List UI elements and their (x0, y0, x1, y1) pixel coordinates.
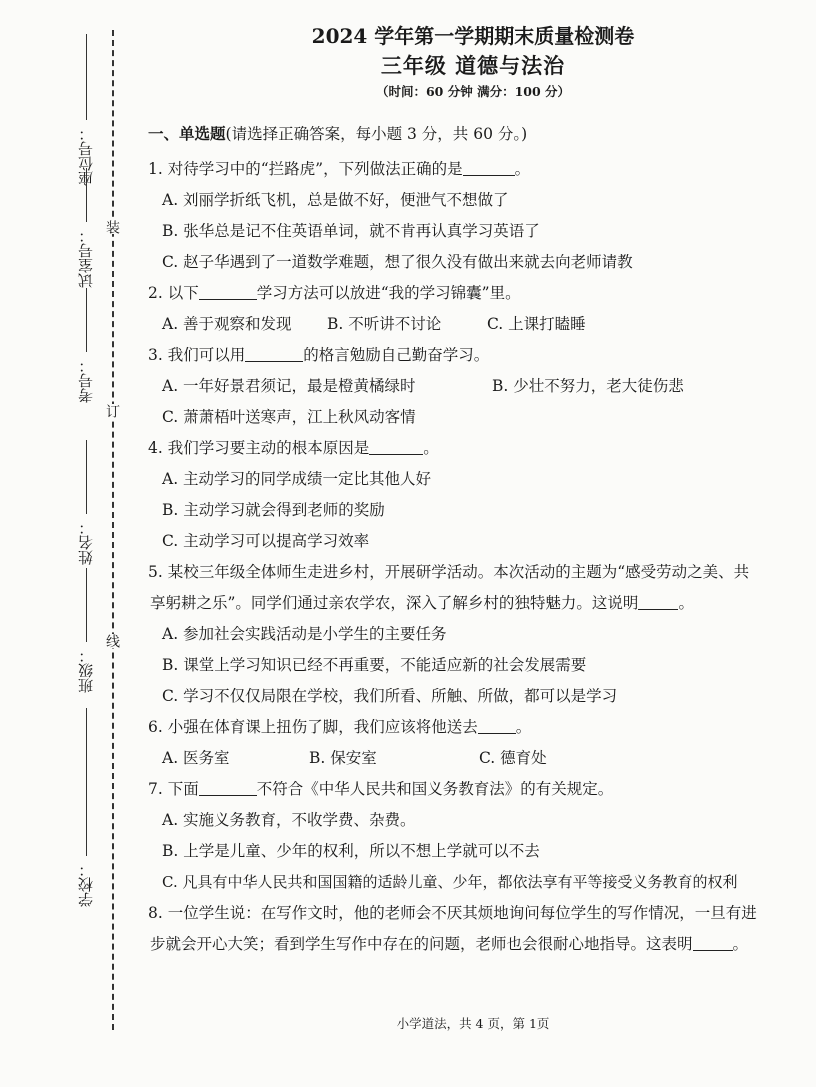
question-2 (148, 278, 812, 340)
exam-meta: （时间：60 分钟 满分：100 分） (375, 84, 571, 99)
option-a[interactable]: A. 实施义务教育，不收学费、杂费。 (162, 811, 416, 829)
question-6 (148, 712, 812, 774)
exam-number-label: 考号： (77, 358, 95, 403)
option-b[interactable]: B. 张华总是记不住英语单词，就不肯再认真学习英语了 (162, 222, 540, 240)
section-heading (148, 122, 812, 146)
option-b[interactable]: B. 上学是儿童、少年的权利，所以不想上学就可以不去 (162, 842, 540, 860)
question-stem: 4. 我们学习要主动的根本原因是 。 (148, 433, 812, 464)
option-c[interactable]: C. 凡具有中华人民共和国国籍的适龄儿童、少年，都依法享有平等接受义务教育的权利 (162, 873, 738, 891)
room-number-line (86, 168, 87, 222)
question-stem-line-2: 步就会开心大笑；看到学生写作中存在的问题，老师也会很耐心地指导。这表明 。 (150, 929, 812, 960)
class-line (86, 568, 87, 642)
question-4 (148, 433, 812, 557)
option-a[interactable]: A. 医务室 (162, 749, 230, 767)
class-field[interactable] (76, 568, 96, 693)
question-1 (148, 154, 812, 278)
answer-blank[interactable] (693, 932, 733, 951)
option-a[interactable]: A. 刘丽学折纸飞机，总是做不好，便泄气不想做了 (162, 191, 509, 209)
question-3 (148, 340, 812, 433)
name-line (86, 440, 87, 514)
option-c[interactable]: C. 德育处 (479, 749, 547, 767)
option-a[interactable]: A. 一年好景君须记，最是橙黄橘绿时 (162, 377, 416, 395)
answer-blank[interactable] (478, 715, 516, 734)
exam-title: 2024 学年第一学期期末质量检测卷 (311, 24, 635, 48)
room-number-label: 试室号： (77, 228, 95, 288)
question-stem: 2. 以下 学习方法可以放进“我的学习锦囊”里。 (148, 278, 812, 309)
question-5 (148, 557, 812, 712)
answer-blank[interactable] (638, 591, 678, 610)
question-stem-line-1: 5. 某校三年级全体师生走进乡村，开展研学活动。本次活动的主题为“感受劳动之美、共 (148, 563, 750, 581)
option-b[interactable]: B. 主动学习就会得到老师的奖励 (162, 501, 385, 519)
exam-subtitle: 三年级 道德与法治 (380, 53, 566, 78)
cut-mark-ding: 订 (104, 404, 120, 418)
room-number-field[interactable] (76, 168, 96, 288)
option-c[interactable]: C. 赵子华遇到了一道数学难题，想了很久没有做出来就去向老师请教 (162, 253, 633, 271)
option-a[interactable]: A. 主动学习的同学成绩一定比其他人好 (162, 470, 432, 488)
class-label: 班级： (77, 648, 95, 693)
options-row (148, 371, 812, 402)
answer-blank[interactable] (199, 281, 257, 300)
options-row (148, 309, 812, 340)
question-stem: 6. 小强在体育课上扭伤了脚，我们应该将他送去 。 (148, 712, 812, 743)
option-b[interactable]: B. 保安室 (309, 749, 377, 767)
section-instruction: (请选择正确答案，每小题 3 分，共 60 分。) (225, 125, 528, 143)
answer-blank[interactable] (463, 157, 515, 176)
option-b[interactable]: B. 课堂上学习知识已经不再重要，不能适应新的社会发展需要 (162, 656, 587, 674)
seat-number-line (86, 34, 87, 120)
option-a[interactable]: A. 善于观察和发现 (162, 315, 292, 333)
question-7 (148, 774, 812, 898)
option-b[interactable]: B. 不听讲不讨论 (327, 315, 442, 333)
answer-blank[interactable] (369, 436, 423, 455)
question-stem: 1. 对待学习中的“拦路虎”，下列做法正确的是 。 (148, 154, 812, 185)
answer-blank[interactable] (245, 343, 303, 362)
school-label: 学校： (77, 862, 95, 907)
school-field[interactable] (76, 708, 96, 907)
question-stem: 7. 下面 不符合《中华人民共和国义务教育法》的有关规定。 (148, 774, 812, 805)
name-label: 姓名： (77, 520, 95, 565)
binding-dashed-line (112, 30, 114, 1030)
section-title: 一、单选题 (148, 124, 226, 143)
exam-number-field[interactable] (76, 288, 96, 403)
option-c[interactable]: C. 主动学习可以提高学习效率 (162, 532, 370, 550)
cut-mark-zhuang: 装 (104, 220, 120, 234)
answer-blank[interactable] (199, 777, 257, 796)
seat-number-label: 座位号： (77, 126, 95, 186)
question-area (148, 122, 812, 960)
binding-margin (0, 0, 130, 1087)
option-c[interactable]: C. 上课打瞌睡 (487, 315, 586, 333)
option-c[interactable]: C. 萧萧梧叶送寒声，江上秋风动客情 (162, 408, 416, 426)
name-field[interactable] (76, 440, 96, 565)
question-stem-line-2: 享躬耕之乐”。同学们通过亲农学农，深入了解乡村的独特魅力。这说明 。 (150, 588, 812, 619)
school-line (86, 708, 87, 856)
question-stem: 3. 我们可以用 的格言勉励自己勤奋学习。 (148, 340, 812, 371)
seat-number-field[interactable] (76, 34, 96, 186)
exam-number-line (86, 288, 87, 352)
question-8 (148, 898, 812, 960)
options-row (148, 743, 812, 774)
page-footer: 小学道法，共 4 页，第 1页 (396, 1016, 550, 1031)
cut-mark-xian: 线 (104, 634, 120, 648)
option-a[interactable]: A. 参加社会实践活动是小学生的主要任务 (162, 625, 447, 643)
option-b[interactable]: B. 少壮不努力，老大徒伤悲 (492, 377, 684, 395)
question-stem-line-1: 8. 一位学生说：在写作文时，他的老师会不厌其烦地询问每位学生的写作情况，一旦有进 (148, 904, 757, 922)
option-c[interactable]: C. 学习不仅仅局限在学校，我们所看、所触、所做，都可以是学习 (162, 687, 618, 705)
